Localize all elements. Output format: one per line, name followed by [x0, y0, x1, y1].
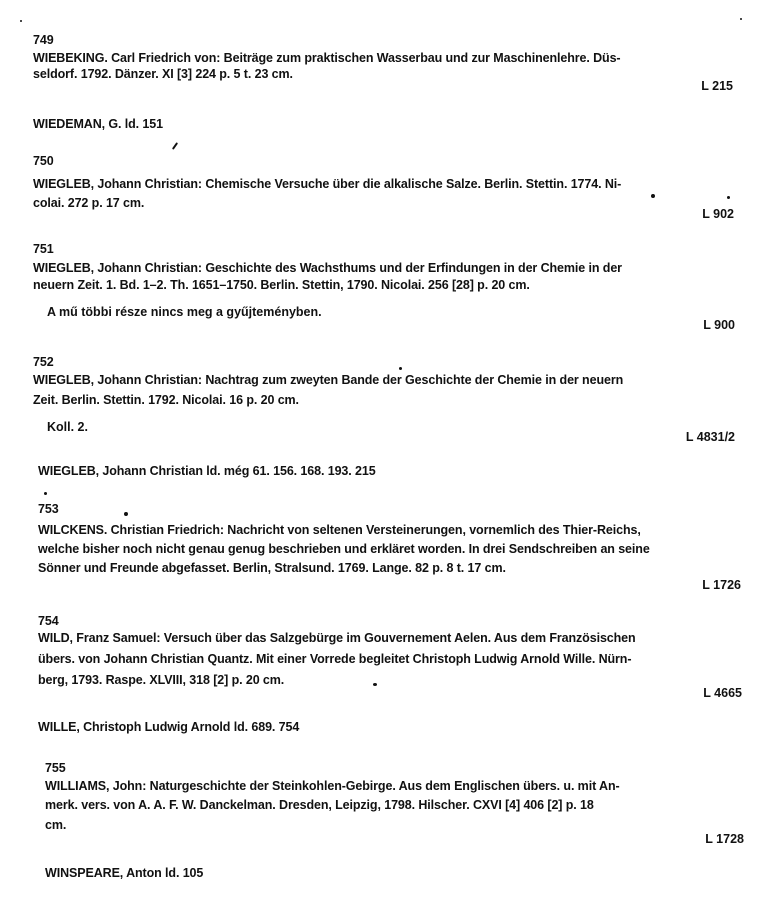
scan-speck [20, 20, 22, 22]
shelf-mark: L 902 [702, 207, 734, 221]
entry-number: 751 [33, 242, 54, 256]
entry-line: cm. [45, 818, 67, 832]
entry-line [33, 177, 621, 192]
entry-line [38, 523, 641, 538]
entry-line: merk. vers. von A. A. F. W. Danckelman. Dresden, Leipzig, 1798. Hilscher. CXVI [4] 406 [2] p. 18 [45, 798, 594, 812]
entry-line: neuern Zeit. 1. Bd. 1–2. Th. 1651–1750. Berlin. Stettin, 1790. Nicolai. 256 [28] p. 20 cm. [33, 278, 530, 292]
entry-line [33, 261, 622, 276]
shelf-mark: L 1728 [705, 832, 744, 846]
entry-text: . Christian Friedrich: Nachricht von seltenen Versteinerungen, vornemlich des Thier-Reichs, [103, 523, 641, 537]
entry-heading: WIEBEKING [33, 51, 105, 65]
entry-text: , Franz Samuel: Versuch über das Salzgebürge im Gouvernement Aelen. Aus dem Französischen [69, 631, 636, 645]
shelf-mark: L 4665 [703, 686, 742, 700]
scan-speck [373, 683, 377, 686]
entry-number: 754 [38, 614, 59, 628]
entry-line: Zeit. Berlin. Stettin. 1792. Nicolai. 16 p. 20 cm. [33, 393, 299, 407]
entry-text: , John: Naturgeschichte der Steinkohlen-Gebirge. Aus dem Englischen übers. u. mit An- [106, 779, 620, 793]
entry-line: colai. 272 p. 17 cm. [33, 196, 145, 210]
cross-reference: WIEDEMAN, G. ld. 151 [33, 117, 163, 131]
entry-heading: WILD [38, 631, 70, 645]
cross-reference: WINSPEARE, Anton ld. 105 [45, 866, 204, 880]
entry-text: , Johann Christian: Nachtrag zum zweyten Bande der Geschichte der Chemie in der neuern [90, 373, 624, 387]
entry-number: 750 [33, 154, 54, 168]
entry-text: , Johann Christian: Geschichte des Wachsthums und der Erfindungen in der Chemie in der [90, 261, 622, 275]
entry-heading: WIEGLEB [33, 373, 91, 387]
shelf-mark: L 4831/2 [685, 430, 735, 444]
shelf-mark: L 1726 [702, 578, 741, 592]
scan-speck [124, 512, 128, 516]
entry-line: berg, 1793. Raspe. XLVIII, 318 [2] p. 20 cm. [38, 673, 285, 687]
entry-heading: WIEGLEB [33, 261, 91, 275]
entry-line: Sönner und Freunde abgefasset. Berlin, Stralsund. 1769. Lange. 82 p. 8 t. 17 cm. [38, 561, 506, 575]
scan-speck [172, 142, 178, 150]
entry-line: welche bisher noch nicht genau genug beschrieben und erkläret worden. In drei Sendschreiben an seine [38, 542, 650, 556]
entry-line: übers. von Johann Christian Quantz. Mit einer Vorrede begleitet Christoph Ludwig Arnold Wille. Nürn- [38, 652, 632, 666]
entry-line [45, 779, 620, 794]
entry-heading: WIEGLEB [33, 177, 91, 191]
cross-reference: WILLE, Christoph Ludwig Arnold ld. 689. 754 [38, 720, 300, 734]
entry-number: 755 [45, 761, 66, 775]
entry-number: 752 [33, 355, 54, 369]
scan-speck [727, 196, 730, 199]
entry-number: 753 [38, 502, 59, 516]
cross-reference: WIEGLEB, Johann Christian ld. még 61. 156. 168. 193. 215 [38, 464, 376, 478]
entry-heading: WILLIAMS [45, 779, 106, 793]
scan-speck [740, 18, 742, 20]
scan-speck [399, 367, 402, 370]
entry-note: A mű többi része nincs meg a gyűjteményben. [47, 305, 322, 319]
scan-speck [44, 492, 47, 495]
entry-line: seldorf. 1792. Dänzer. XI [3] 224 p. 5 t. 23 cm. [33, 67, 293, 81]
entry-line [33, 373, 623, 388]
entry-heading: WILCKENS [38, 523, 104, 537]
entry-number: 749 [33, 33, 54, 47]
shelf-mark: L 215 [701, 79, 733, 93]
entry-line [38, 631, 636, 646]
entry-text: . Carl Friedrich von: Beiträge zum praktischen Wasserbau und zur Maschinenlehre. Düs- [104, 51, 621, 65]
scan-speck [651, 194, 655, 198]
entry-note: Koll. 2. [47, 420, 88, 434]
entry-text: , Johann Christian: Chemische Versuche über die alkalische Salze. Berlin. Stettin. 1774. Ni- [90, 177, 622, 191]
shelf-mark: L 900 [703, 318, 735, 332]
entry-line [33, 51, 621, 66]
